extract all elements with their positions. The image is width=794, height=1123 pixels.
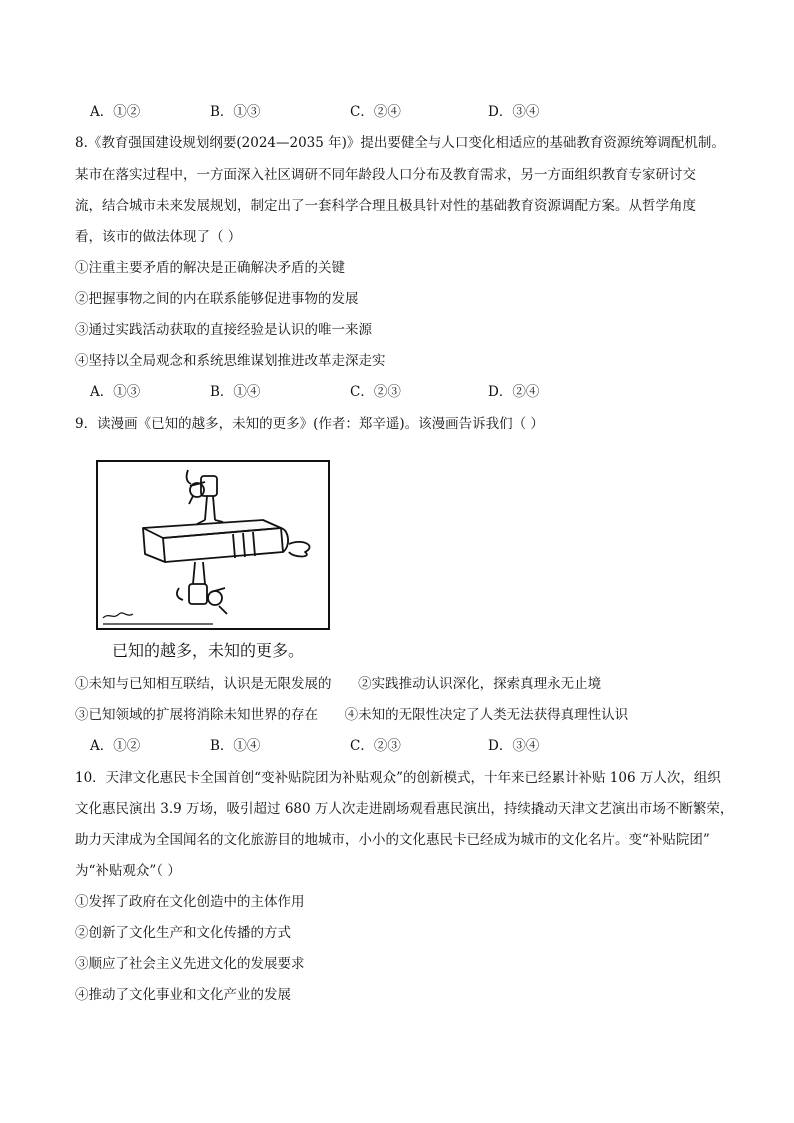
cartoon-image — [93, 458, 333, 634]
q10-statement-2: ②创新了文化生产和文化传播的方式 — [75, 925, 291, 941]
q9-statement-3: ③已知领域的扩展将消除未知世界的存在 — [75, 707, 318, 723]
q7-option-c: C．②④ — [350, 104, 401, 120]
q8-option-c: C．②③ — [350, 384, 401, 400]
q9-statement-4: ④未知的无限性决定了人类无法获得真理性认识 — [344, 707, 629, 723]
q10-statement-4: ④推动了文化事业和文化产业的发展 — [75, 987, 291, 1003]
q8-statement-4: ④坚持以全局观念和系统思维谋划推进改革走深走实 — [75, 353, 386, 369]
q9-statement-1: ①未知与已知相互联结，认识是无限发展的 — [75, 676, 332, 692]
q10-stem-line-3: 助力天津成为全国闻名的文化旅游目的地城市，小小的文化惠民卡已经成为城市的文化名片。变“补贴院团” — [75, 832, 710, 848]
q9-option-a: A．①② — [90, 738, 141, 754]
q8-stem-line-3: 流，结合城市未来发展规划，制定出了一套科学合理且极具针对性的基础教育资源调配方案。从哲学角度 — [75, 198, 696, 214]
q7-option-b: B．①③ — [210, 104, 261, 120]
q10-stem-line-4: 为“补贴观众”（ ） — [75, 863, 181, 879]
q8-statement-3: ③通过实践活动获取的直接经验是认识的唯一来源 — [75, 322, 372, 338]
q9-statements-row-2 — [75, 705, 628, 725]
q10-stem-line-2: 文化惠民演出 3.9 万场，吸引超过 680 万人次走进剧场观看惠民演出，持续撬动天津文艺演出市场不断繁荣， — [75, 801, 734, 817]
q9-stem: 9．读漫画《已知的越多，未知的更多》(作者：郑辛遥)。该漫画告诉我们（ ） — [75, 416, 544, 432]
q10-stem-line-1: 10．天津文化惠民卡全国首创“变补贴院团为补贴观众”的创新模式，十年来已经累计补贴 106 万人次，组织 — [75, 770, 721, 786]
q9-statement-2: ②实践推动认识深化，探索真理永无止境 — [358, 676, 602, 692]
cartoon-caption: 已知的越多，未知的更多。 — [112, 641, 305, 660]
q10-statement-3: ③顺应了社会主义先进文化的发展要求 — [75, 956, 305, 972]
q8-option-d: D．②④ — [488, 384, 540, 400]
q8-option-a: A．①③ — [90, 384, 141, 400]
q8-option-b: B．①④ — [210, 384, 261, 400]
q8-statement-2: ②把握事物之间的内在联系能够促进事物的发展 — [75, 291, 359, 307]
q7-option-d: D．③④ — [488, 104, 540, 120]
q8-stem-line-4: 看，该市的做法体现了（ ） — [75, 229, 242, 245]
q9-option-d: D．③④ — [488, 738, 540, 754]
q10-statement-1: ①发挥了政府在文化创造中的主体作用 — [75, 894, 305, 910]
q8-stem-line-2: 某市在落实过程中，一方面深入社区调研不同年龄段人口分布及教育需求，另一方面组织教育专家研讨交 — [75, 167, 696, 183]
q9-option-c: C．②③ — [350, 738, 401, 754]
q9-option-b: B．①④ — [210, 738, 261, 754]
q8-statement-1: ①注重主要矛盾的解决是正确解决矛盾的关键 — [75, 260, 345, 276]
q9-statements-row-1 — [75, 674, 601, 694]
q7-option-a: A．①② — [90, 104, 141, 120]
q8-stem-line-1: 8.《教育强国建设规划纲要(2024—2035 年)》提出要健全与人口变化相适应的基础教育资源统筹调配机制。 — [75, 135, 725, 151]
